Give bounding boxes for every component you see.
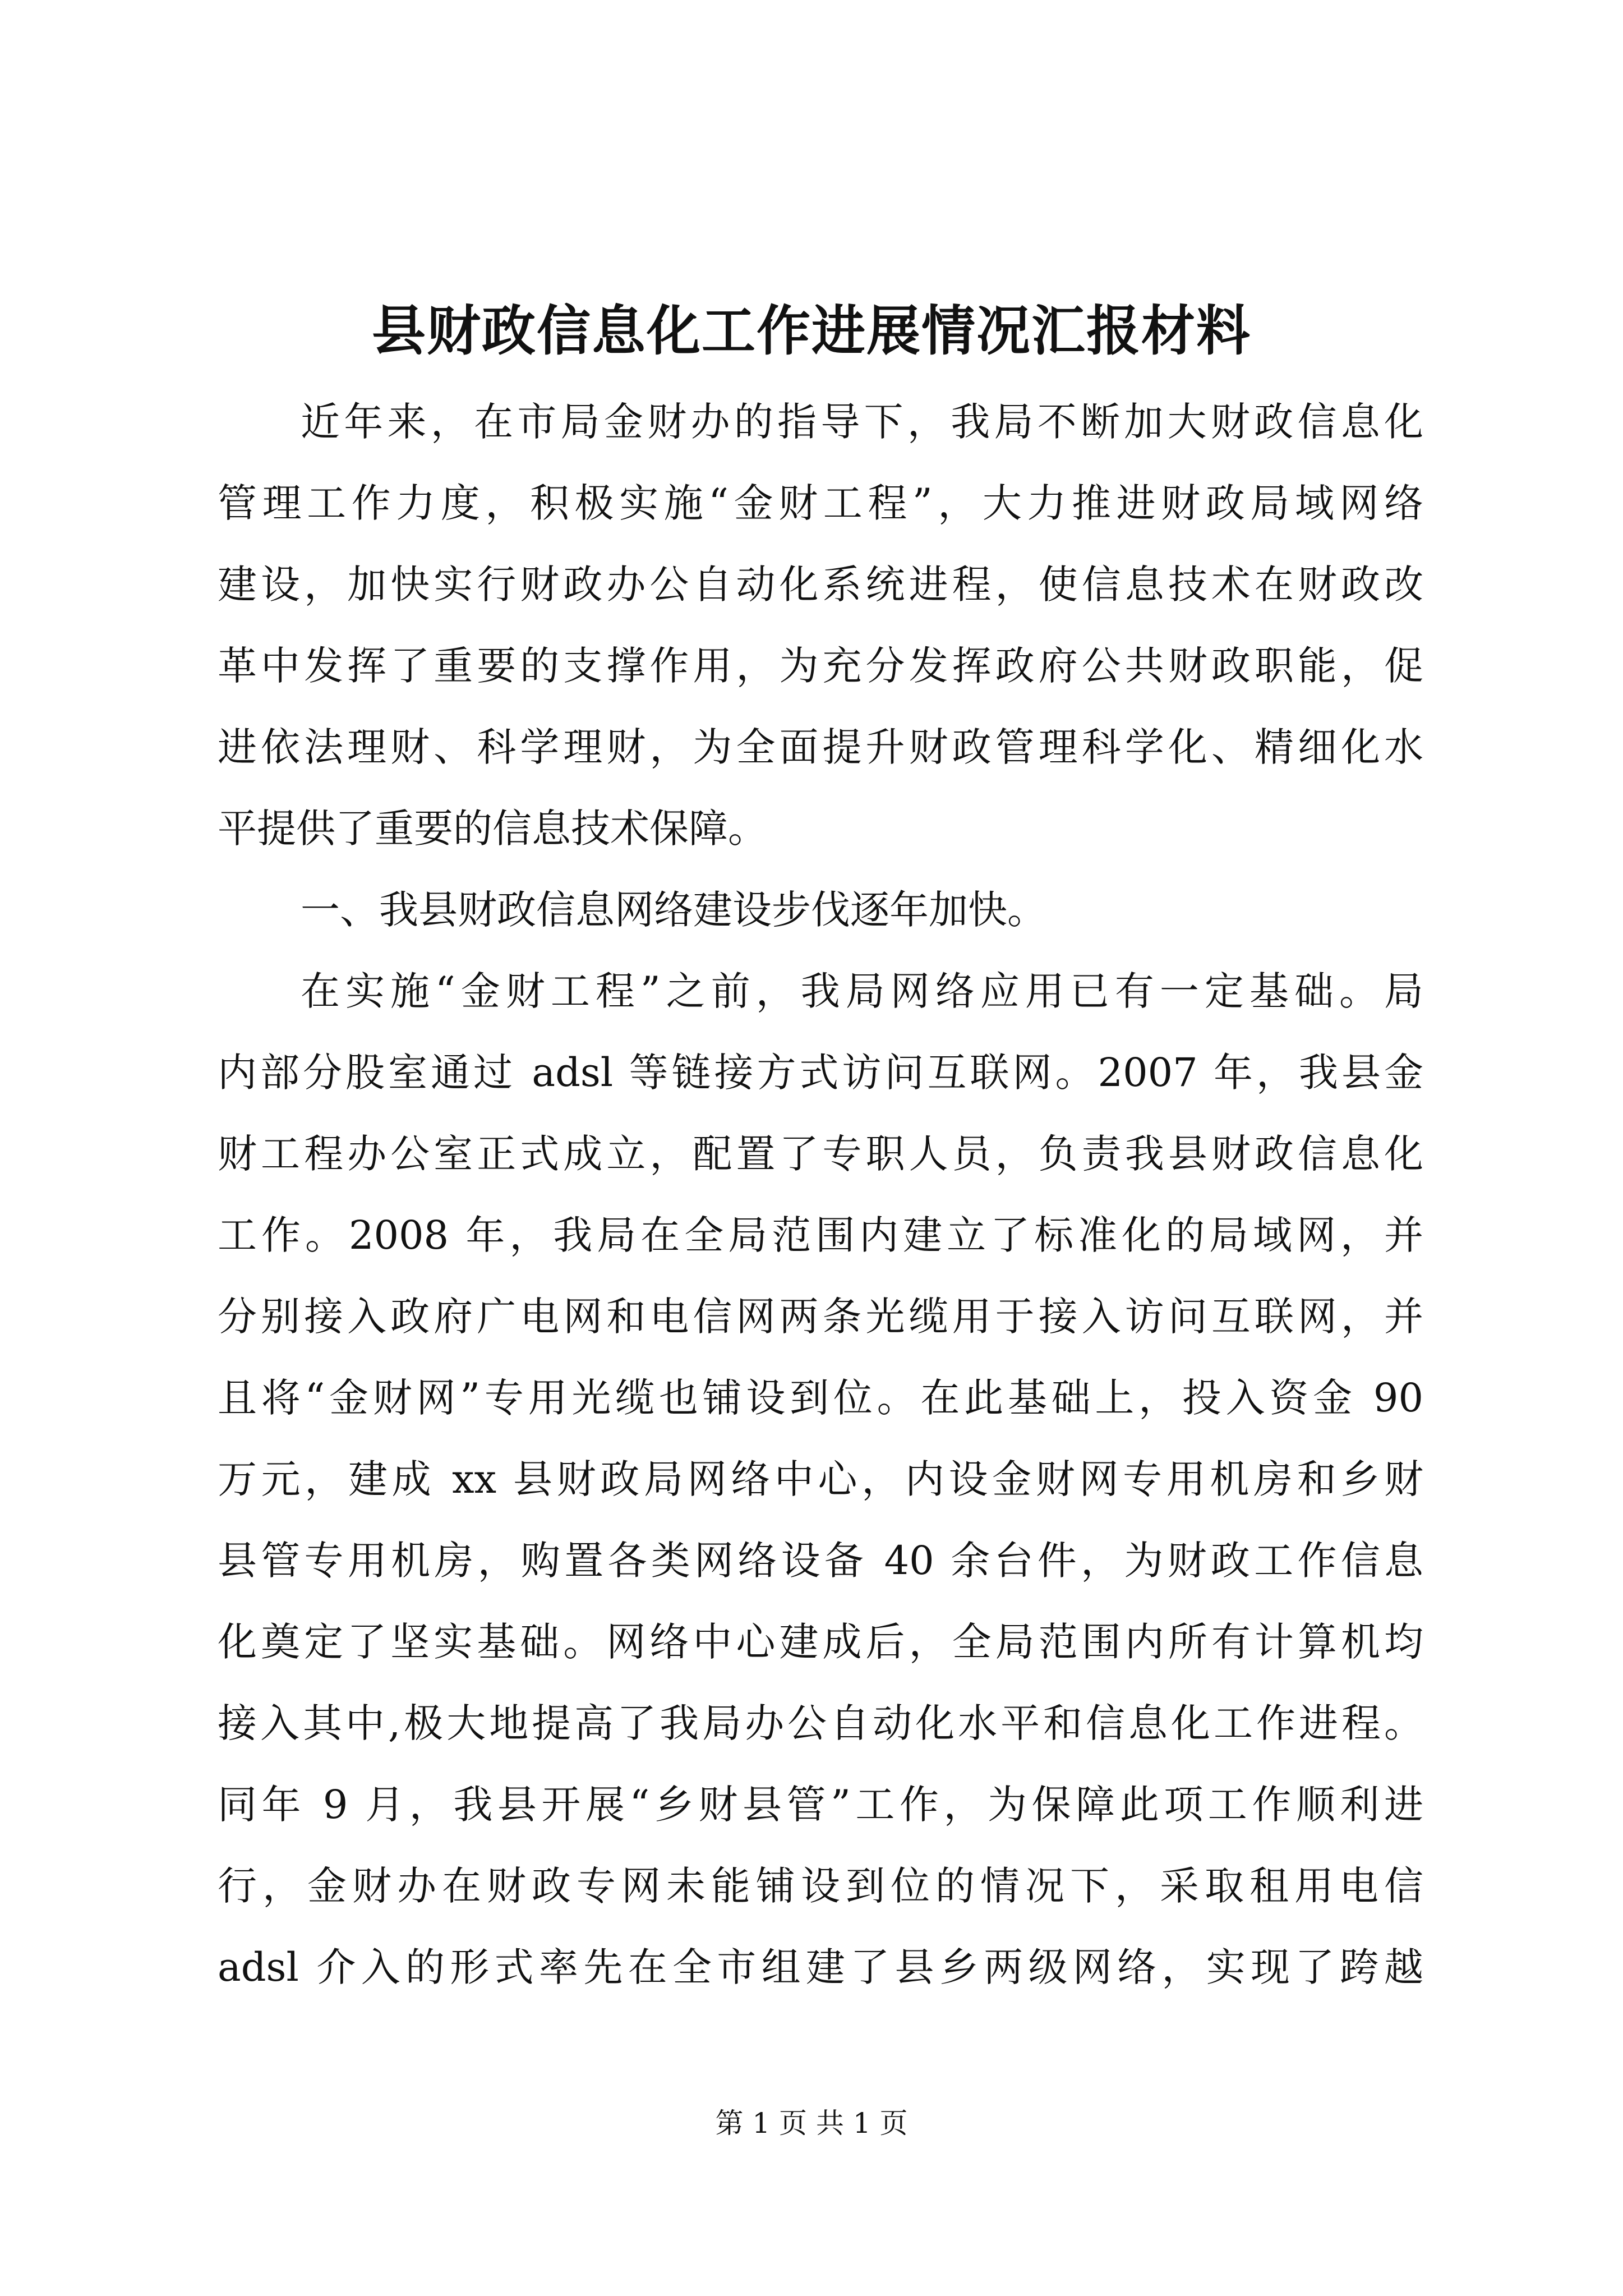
document-title: 县财政信息化工作进展情况汇报材料 (372, 299, 1251, 362)
paragraph-line: 分别接入政府广电网和电信网两条光缆用于接入访问互联网，并 (218, 1294, 1423, 1340)
paragraph-line: 化奠定了坚实基础。网络中心建成后，全局范围内所有计算机均 (218, 1619, 1423, 1665)
paragraph-line: 且将“金财网”专用光缆也铺设到位。在此基础上，投入资金 90 (218, 1375, 1423, 1421)
paragraph-line: 工作。2008 年，我局在全局范围内建立了标准化的局域网，并 (218, 1212, 1423, 1258)
document-body (218, 381, 1423, 2008)
paragraph-line: 在实施“金财工程”之前，我局网络应用已有一定基础。局 (301, 968, 1423, 1014)
paragraph-line: 建设，加快实行财政办公自动化系统进程，使信息技术在财政改 (218, 562, 1423, 608)
paragraph-line: 行，金财办在财政专网未能铺设到位的情况下，采取租用电信 (218, 1863, 1423, 1909)
paragraph-line: 同年 9 月，我县开展“乡财县管”工作，为保障此项工作顺利进 (218, 1782, 1423, 1828)
paragraph-line: 万元，建成 xx 县财政局网络中心，内设金财网专用机房和乡财 (218, 1456, 1423, 1502)
paragraph-line: 接入其中,极大地提高了我局办公自动化水平和信息化工作进程。 (218, 1700, 1423, 1746)
paragraph-line: 进依法理财、科学理财，为全面提升财政管理科学化、精细化水 (218, 724, 1423, 770)
paragraph-line: 县管专用机房，购置各类网络设备 40 余台件，为财政工作信息 (218, 1538, 1423, 1584)
paragraph-line: 平提供了重要的信息技术保障。 (218, 806, 767, 852)
paragraph-line: adsl 介入的形式率先在全市组建了县乡两级网络，实现了跨越 (218, 1944, 1423, 1990)
paragraph-line: 财工程办公室正式成立，配置了专职人员，负责我县财政信息化 (218, 1131, 1423, 1177)
section-heading: 一、我县财政信息网络建设步伐逐年加快。 (301, 887, 1046, 933)
paragraph-line: 革中发挥了重要的支撑作用，为充分发挥政府公共财政职能，促 (218, 643, 1423, 689)
page-footer: 第 1 页 共 1 页 (715, 2107, 908, 2139)
paragraph-line: 内部分股室通过 adsl 等链接方式访问互联网。2007 年，我县金 (218, 1050, 1423, 1096)
paragraph-line: 管理工作力度，积极实施“金财工程”，大力推进财政局域网络 (218, 480, 1423, 526)
paragraph-line: 近年来，在市局金财办的指导下，我局不断加大财政信息化 (301, 399, 1423, 445)
